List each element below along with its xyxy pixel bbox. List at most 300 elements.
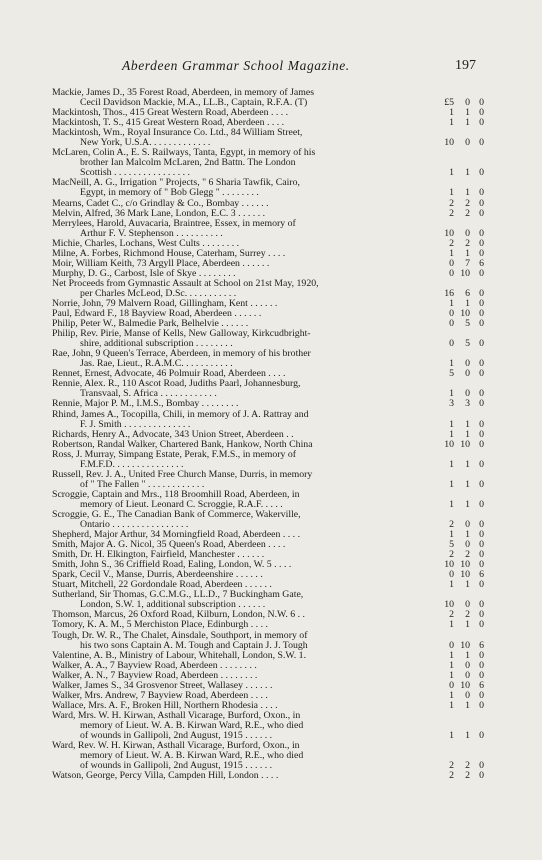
subscriber-description [52,329,422,349]
amount-shillings: 0 [465,358,470,370]
amount-shillings: 0 [465,659,470,671]
entry-line: F.M.F.D. . . . . . . . . . . . . . . [80,459,184,470]
entry-line: Smith, Major A. G. Nicol, 35 Queen's Road, Aberdeen . . . . [52,540,286,551]
amount-pence: 0 [479,358,484,370]
amount-shillings: 0 [465,368,470,380]
entry-line: New York, U.S.A. . . . . . . . . . . . . [80,138,211,149]
entry-line: Russell, Rev. J. A., United Free Church Manse, Durris, in memory [52,469,313,480]
entry-line: Tomory, K. A. M., 5 Merchiston Place, Edinburgh . . . . [52,620,268,631]
subscriber-description [52,399,422,409]
amount-pounds: 1 [449,117,454,129]
amount [422,480,484,490]
amount-shillings: 1 [465,107,470,119]
amount-pence: 0 [479,699,484,711]
subscription-list [52,88,484,781]
amount [422,440,484,450]
entry-line: Transvaal, S. Africa . . . . . . . . . . . . [80,389,217,400]
entry-line: Jas. Rae, Lieut., R.A.M.C. . . . . . . . . . . [80,359,233,370]
entry-line: Rennet, Ernest, Advocate, 46 Polmuir Road, Aberdeen . . . . [52,369,286,380]
amount [422,731,484,741]
amount-pounds: 0 [449,308,454,320]
amount-pence: 6 [479,569,484,581]
amount-pence: 0 [479,167,484,179]
list-item [52,199,484,209]
subscriber-description [52,620,422,630]
amount-shillings: 3 [465,398,470,410]
entry-line: MacNeill, A. G., Irrigation " Projects, " 6 Sharia Tawfik, Cairo, [52,178,300,189]
subscriber-description [52,560,422,570]
amount [422,500,484,510]
entry-line: Merrylees, Harold, Auvacaria, Braintree, Essex, in memory of [52,218,296,229]
entry-line: Spark, Cecil V., Manse, Durris, Aberdeenshire . . . . . . [52,570,263,581]
entry-line: Mackie, James D., 35 Forest Road, Aberdeen, in memory of James [52,88,315,98]
subscriber-description [52,118,422,128]
amount-pounds: £5 [444,97,454,109]
amount-shillings: 0 [465,227,470,239]
amount-shillings: 10 [460,639,470,651]
list-item [52,631,484,651]
amount [422,399,484,409]
amount [422,319,484,329]
amount-pence: 0 [479,498,484,510]
entry-line: per Charles McLeod, D.Sc. . . . . . . . . . . [80,288,237,299]
amount [422,188,484,198]
entry-line: Michie, Charles, Lochans, West Cults . . . . . . . . [52,238,240,249]
amount [422,269,484,279]
amount-pounds: 1 [449,297,454,309]
amount-pounds: 1 [449,478,454,490]
entry-line: Smith, Dr. H. Elkington, Fairfield, Manchester . . . . . . [52,550,265,561]
list-item [52,219,484,239]
subscriber-description [52,490,422,510]
subscriber-description [52,440,422,450]
amount-shillings: 5 [465,338,470,350]
entry-line: Rennie, Major P. M., I.M.S., Bombay . . . . . . . . [52,399,239,410]
amount-pounds: 1 [449,458,454,470]
subscriber-description [52,128,422,148]
list-item [52,259,484,269]
entry-line: McLaren, Colin A., E. S. Railways, Tanta, Egypt, in memory of his [52,148,316,159]
subscriber-description [52,651,422,661]
amount-pounds: 1 [449,428,454,440]
entry-line: Shepherd, Major Arthur, 34 Morningfield Road, Aberdeen . . . . [52,530,301,541]
amount-shillings: 0 [465,137,470,149]
subscriber-description [52,108,422,118]
entry-line: Wallace, Mrs. A. F., Broken Hill, Northern Rhodesia . . . . [52,700,278,711]
list-item [52,450,484,470]
amount-pounds: 16 [444,287,454,299]
entry-line: Mackintosh, Thos., 415 Great Western Road, Aberdeen . . . . [52,108,289,119]
amount-pounds: 1 [449,167,454,179]
amount-shillings: 10 [460,308,470,320]
entry-line: Walker, A. A., 7 Bayview Road, Aberdeen . . . . . . . . [52,660,257,671]
list-item [52,148,484,178]
entry-line: Mackintosh, Wm., Royal Insurance Co. Ltd., 84 William Street, [52,128,303,139]
subscriber-description [52,299,422,309]
page-header [52,58,484,78]
subscriber-description [52,349,422,369]
entry-line: Mearns, Cadet C., c/o Grindlay & Co., Bombay . . . . . . [52,198,269,209]
amount-pounds: 2 [449,197,454,209]
amount [422,580,484,590]
amount-pence: 0 [479,549,484,561]
amount-pounds: 0 [449,267,454,279]
amount-shillings: 1 [465,418,470,430]
amount-pounds: 0 [449,318,454,330]
amount-pounds: 2 [449,549,454,561]
list-item [52,651,484,661]
subscriber-description [52,259,422,269]
list-item [52,128,484,148]
amount-shillings: 2 [465,770,470,782]
subscriber-description [52,610,422,620]
subscriber-description [52,219,422,239]
amount-pounds: 10 [444,227,454,239]
amount [422,168,484,178]
list-item [52,691,484,701]
subscriber-description [52,148,422,178]
entry-line: London, S.W. 1, additional subscription . . . . . . [80,600,266,611]
amount-shillings: 2 [465,207,470,219]
amount-pounds: 1 [449,107,454,119]
entry-line: Norrie, John, 79 Malvern Road, Gillingham, Kent . . . . . . [52,298,278,309]
amount [422,460,484,470]
amount-pence: 6 [479,639,484,651]
entry-line: Ontario . . . . . . . . . . . . . . . . [80,520,189,531]
amount-shillings: 10 [460,569,470,581]
amount-pence: 0 [479,247,484,259]
list-item [52,319,484,329]
list-item [52,620,484,630]
list-item [52,580,484,590]
amount [422,118,484,128]
list-item [52,610,484,620]
subscriber-description [52,681,422,691]
list-item [52,590,484,610]
list-item [52,178,484,198]
amount-pounds: 0 [449,639,454,651]
amount-pence: 0 [479,529,484,541]
running-title: Aberdeen Grammar School Magazine. [122,58,350,73]
amount [422,620,484,630]
subscriber-description [52,249,422,259]
list-item [52,108,484,118]
amount-pence: 0 [479,137,484,149]
entry-line: Rennie, Alex. R., 110 Ascot Road, Judiths Paarl, Johannesburg, [52,379,301,390]
entry-line: Scottish . . . . . . . . . . . . . . . . [80,168,190,179]
amount-shillings: 6 [465,287,470,299]
amount-shillings: 10 [460,679,470,691]
list-item [52,540,484,550]
list-item [52,399,484,409]
subscriber-description [52,209,422,219]
entry-line: Walker, Mrs. Andrew, 7 Bayview Road, Aberdeen . . . . [52,690,268,701]
amount-shillings: 0 [465,97,470,109]
amount [422,771,484,781]
amount [422,701,484,711]
amount-pounds: 2 [449,207,454,219]
amount-shillings: 1 [465,117,470,129]
amount-pence: 0 [479,267,484,279]
subscriber-description [52,671,422,681]
subscriber-description [52,470,422,490]
amount-pence: 0 [479,599,484,611]
entry-line: Rae, John, 9 Queen's Terrace, Aberdeen, in memory of his brother [52,349,311,360]
amount-pence: 0 [479,438,484,450]
subscriber-description [52,570,422,580]
subscriber-description [52,701,422,711]
amount-pence: 0 [479,428,484,440]
subscriber-description [52,269,422,279]
subscriber-description [52,661,422,671]
entry-line: Stuart, Mitchell, 22 Gordondale Road, Aberdeen . . . . . . [52,580,272,591]
amount-shillings: 1 [465,730,470,741]
amount-shillings: 7 [465,257,470,269]
entry-line: Scroggie, G. E., The Canadian Bank of Commerce, Wakerville, [52,509,301,520]
list-item [52,440,484,450]
amount-pounds: 0 [449,569,454,581]
entry-line: his two sons Captain A. M. Tough and Captain J. J. Tough [80,640,308,651]
amount-pounds: 2 [449,237,454,249]
entry-line: memory of Lieut. Leonard C. Scroggie, R.A.F. . . . . [80,499,283,510]
list-item [52,118,484,128]
entry-line: Melvin, Alfred, 36 Mark Lane, London, E.C. 3 . . . . . . [52,208,266,219]
list-item [52,410,484,430]
amount-shillings: 1 [465,619,470,631]
amount-pence: 0 [479,730,484,741]
subscriber-description [52,88,422,108]
list-item [52,560,484,570]
amount-pounds: 10 [444,559,454,571]
subscriber-description [52,771,422,781]
subscriber-description [52,580,422,590]
amount-pence: 0 [479,689,484,701]
entry-line: Robertson, Randal Walker, Chartered Bank, Hankow, North China [52,439,313,450]
list-item [52,530,484,540]
amount-pence: 6 [479,679,484,691]
list-item [52,329,484,349]
entry-line: Egypt, in memory of " Bob Glegg " . . . . . . . . [80,188,259,199]
amount-pence: 0 [479,207,484,219]
amount-pence: 0 [479,458,484,470]
list-item [52,88,484,108]
entry-line: Valentine, A. B., Ministry of Labour, Whitehall, London, S.W. 1. [52,650,307,661]
list-item [52,269,484,279]
amount-pounds: 10 [444,438,454,450]
list-item [52,570,484,580]
entry-line: Richards, Henry A., Advocate, 343 Union Street, Aberdeen . . [52,429,294,440]
amount-pence: 0 [479,539,484,551]
entry-line: F. J. Smith . . . . . . . . . . . . . . [80,419,191,430]
amount-pounds: 1 [449,669,454,681]
entry-line: Mackintosh, T. S., 415 Great Western Road, Aberdeen . . . . [52,118,285,129]
amount-pence: 0 [479,187,484,199]
subscriber-description [52,540,422,550]
amount-pounds: 10 [444,137,454,149]
amount-pounds: 3 [449,398,454,410]
amount-shillings: 1 [465,699,470,711]
amount-pounds: 2 [449,760,454,772]
entry-line: Walker, A. N., 7 Bayview Road, Aberdeen . . . . . . . . [52,670,258,681]
amount-pence: 0 [479,287,484,299]
subscriber-description [52,239,422,249]
subscriber-description [52,550,422,560]
amount-pence: 0 [479,398,484,410]
amount-pounds: 1 [449,388,454,400]
entry-line: memory of Lieut. W. A. B. Kirwan Ward, R.E., who died [80,751,304,762]
amount-pence: 0 [479,297,484,309]
amount-shillings: 0 [465,388,470,400]
entry-line: Smith, John S., 36 Criffield Road, Ealing, London, W. 5 . . . . [52,560,292,571]
amount-pounds: 5 [449,368,454,380]
entry-line: Ward, Rev. W. H. Kirwan, Asthall Vicarage, Burford, Oxon., in [52,741,300,752]
amount-pounds: 5 [449,539,454,551]
amount [422,138,484,148]
amount-pence: 6 [479,257,484,269]
page-number: 197 [455,58,476,73]
list-item [52,550,484,560]
amount-shillings: 1 [465,247,470,259]
amount-pence: 0 [479,237,484,249]
entry-line: Net Proceeds from Gymnastic Assault at School on 21st May, 1920, [52,278,319,289]
amount-pounds: 0 [449,338,454,350]
amount-shillings: 1 [465,579,470,591]
list-item [52,299,484,309]
amount-pence: 0 [479,649,484,661]
entry-line: Sutherland, Sir Thomas, G.C.M.G., LL.D., 7 Buckingham Gate, [52,590,304,601]
subscriber-description [52,430,422,440]
subscriber-description [52,691,422,701]
list-item [52,741,484,771]
amount-pounds: 0 [449,257,454,269]
entry-line: Ross, J. Murray, Simpang Estate, Perak, F.M.S., in memory of [52,449,297,460]
subscriber-description [52,741,422,771]
list-item [52,430,484,440]
entry-line: Moir, William Keith, 73 Argyll Place, Aberdeen . . . . . . [52,258,270,269]
list-item [52,209,484,219]
entry-line: Milne, A. Forbes, Richmond House, Caterham, Surrey . . . . [52,248,286,259]
amount-pence: 0 [479,368,484,380]
amount-shillings: 1 [465,428,470,440]
amount-shillings: 1 [465,478,470,490]
entry-line: brother Ian Malcolm McLaren, 2nd Battn. The London [80,158,296,169]
list-item [52,369,484,379]
list-item [52,470,484,490]
amount-shillings: 10 [460,267,470,279]
amount-pounds: 1 [449,619,454,631]
subscriber-description [52,530,422,540]
subscriber-description [52,410,422,430]
amount-pence: 0 [479,318,484,330]
entry-line: Ward, Mrs. W. H. Kirwan, Asthall Vicarage, Burford, Oxon., in [52,710,301,721]
subscriber-description [52,369,422,379]
amount-pence: 0 [479,519,484,531]
amount-shillings: 0 [465,689,470,701]
amount-pence: 0 [479,227,484,239]
amount-pence: 0 [479,197,484,209]
amount-shillings: 5 [465,318,470,330]
amount-pounds: 1 [449,689,454,701]
entry-line: Scroggie, Captain and Mrs., 118 Broomhill Road, Aberdeen, in [52,489,300,500]
amount-pounds: 10 [444,599,454,611]
entry-line: Paul, Edward F., 18 Bayview Road, Aberdeen . . . . . . [52,309,262,320]
subscriber-description [52,178,422,198]
entry-line: of " The Fallen " . . . . . . . . . . . . [80,479,205,490]
entry-line: Tough, Dr. W. R., The Chalet, Ainsdale, Southport, in memory of [52,630,308,641]
amount-pence: 0 [479,308,484,320]
amount-pounds: 1 [449,247,454,259]
amount-pence: 0 [479,97,484,109]
amount-shillings: 2 [465,609,470,621]
amount-pence: 0 [479,388,484,400]
amount-pounds: 1 [449,659,454,671]
amount-pounds: 1 [449,418,454,430]
subscriber-description [52,279,422,299]
amount-shillings: 10 [460,438,470,450]
entry-line: Rhind, James A., Tocopilla, Chili, in memory of J. A. Rattray and [52,409,309,420]
list-item [52,510,484,530]
subscriber-description [52,199,422,209]
subscriber-description [52,510,422,530]
amount-shillings: 1 [465,498,470,510]
list-item [52,379,484,399]
amount-pounds: 2 [449,770,454,782]
list-item [52,239,484,249]
entry-line: of wounds in Gallipoli, 2nd August, 1915 . . . . . . [80,731,273,741]
amount-shillings: 2 [465,549,470,561]
amount-pence: 0 [479,669,484,681]
entry-line: Walker, James S., 34 Grosvenor Street, Wallasey . . . . . . [52,680,273,691]
amount [422,339,484,349]
amount-shillings: 0 [465,519,470,531]
subscriber-description [52,379,422,399]
entry-line: Philip, Peter W., Balmedie Park, Belhelvie . . . . . . [52,319,249,330]
amount-shillings: 1 [465,529,470,541]
amount-pence: 0 [479,107,484,119]
amount-pence: 0 [479,619,484,631]
amount-pounds: 1 [449,358,454,370]
amount-shillings: 0 [465,599,470,611]
amount-pence: 0 [479,117,484,129]
list-item [52,681,484,691]
amount [422,209,484,219]
amount-shillings: 2 [465,237,470,249]
amount-pounds: 1 [449,730,454,741]
list-item [52,490,484,510]
amount-shillings: 1 [465,187,470,199]
entry-line: Cecil Davidson Mackie, M.A., LL.B., Captain, R.F.A. (T) [80,98,308,109]
amount-pence: 0 [479,770,484,782]
list-item [52,249,484,259]
amount-pence: 0 [479,659,484,671]
subscriber-description [52,711,422,741]
entry-line: shire, additional subscription . . . . . . . . [80,339,233,350]
list-item [52,711,484,741]
entry-line: Arthur F. V. Stephenson . . . . . . . . . . [80,228,223,239]
amount-pounds: 1 [449,699,454,711]
amount-pence: 0 [479,418,484,430]
amount-shillings: 1 [465,458,470,470]
entry-line: Thomson, Marcus, 26 Oxford Road, Kilburn, London, N.W. 6 . . [52,610,305,621]
subscriber-description [52,319,422,329]
list-item [52,661,484,671]
amount-pence: 0 [479,760,484,772]
amount-pounds: 1 [449,529,454,541]
subscriber-description [52,450,422,470]
subscriber-description [52,309,422,319]
list-item [52,279,484,299]
amount-shillings: 1 [465,297,470,309]
